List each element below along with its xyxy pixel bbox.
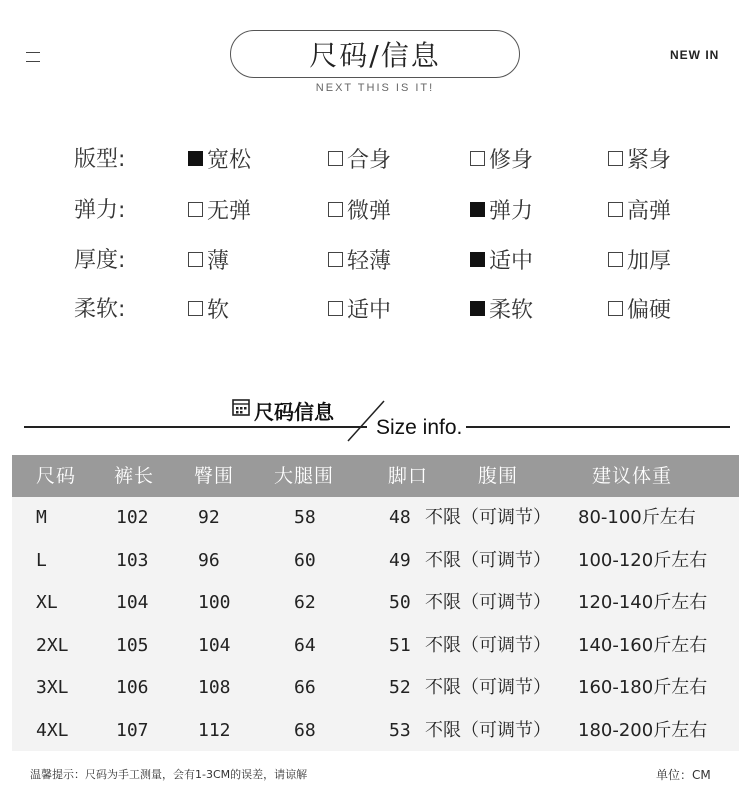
table-row: [12, 497, 739, 539]
checked-box-icon: [188, 151, 203, 166]
unchecked-box-icon: [328, 151, 343, 166]
attribute-option: [188, 292, 229, 324]
table-cell: 102: [116, 507, 149, 528]
attribute-option: [188, 193, 251, 225]
table-cell: 80-100斤左右: [578, 507, 696, 528]
table-row: [12, 540, 739, 582]
attribute-row: [0, 193, 750, 227]
table-row: [12, 710, 739, 752]
table-cell: 160-180斤左右: [578, 677, 708, 698]
attribute-label: 版型:: [74, 147, 126, 172]
column-header: 腹围: [478, 465, 519, 487]
table-cell: 106: [116, 677, 149, 698]
table-cell: 112: [198, 719, 231, 741]
option-label: 紧身: [627, 147, 672, 173]
table-cell: 66: [294, 677, 316, 698]
table-cell: 62: [294, 592, 316, 613]
table-cell: 58: [294, 507, 316, 528]
table-cell: 48: [389, 507, 411, 528]
measurement-note: 温馨提示：尺码为手工测量，会有1-3CM的误差，请谅解: [30, 768, 308, 781]
checked-box-icon: [470, 252, 485, 267]
attribute-option: [328, 142, 391, 174]
table-row: [12, 582, 739, 624]
option-label: 轻薄: [347, 248, 392, 274]
table-cell: 52: [389, 677, 411, 698]
checked-box-icon: [470, 301, 485, 316]
table-cell: 不限（可调节）: [425, 507, 551, 528]
attribute-row: [0, 243, 750, 277]
unchecked-box-icon: [188, 202, 203, 217]
column-header: 建议体重: [592, 465, 673, 487]
table-cell: 92: [198, 507, 220, 528]
option-label: 弹力: [489, 198, 534, 224]
table-cell: 不限（可调节）: [425, 549, 551, 571]
table-cell: 4XL: [36, 719, 69, 741]
unchecked-box-icon: [608, 202, 623, 217]
table-row: [12, 667, 739, 709]
divider-left: [24, 426, 367, 428]
size-table: [12, 455, 739, 751]
attribute-option: [608, 292, 671, 324]
table-cell: 不限（可调节）: [425, 677, 551, 698]
attribute-row: [0, 142, 750, 176]
table-cell: 60: [294, 549, 316, 571]
table-cell: 108: [198, 677, 231, 698]
table-cell: 64: [294, 634, 316, 656]
new-in-badge: NEW IN: [670, 48, 720, 62]
unchecked-box-icon: [608, 301, 623, 316]
option-label: 适中: [347, 297, 392, 323]
table-cell: 103: [116, 549, 149, 571]
attribute-option: [470, 243, 533, 275]
attribute-option: [470, 193, 533, 225]
attribute-option: [608, 193, 671, 225]
attribute-option: [608, 142, 671, 174]
column-header: 脚口: [388, 465, 429, 487]
attribute-label: 弹力:: [74, 198, 126, 223]
table-cell: 96: [198, 549, 220, 571]
option-label: 宽松: [207, 147, 252, 173]
option-label: 薄: [207, 248, 230, 274]
unchecked-box-icon: [470, 151, 485, 166]
unchecked-box-icon: [328, 252, 343, 267]
table-cell: 49: [389, 549, 411, 571]
table-cell: XL: [36, 592, 58, 613]
unit-label: 单位：CM: [656, 768, 711, 782]
table-cell: 50: [389, 592, 411, 613]
attribute-option: [188, 142, 251, 174]
page-subtitle: NEXT THIS IS IT!: [315, 82, 435, 94]
unchecked-box-icon: [328, 301, 343, 316]
column-header: 臀围: [194, 465, 235, 487]
table-cell: 51: [389, 634, 411, 656]
unchecked-box-icon: [188, 252, 203, 267]
table-body: [12, 497, 739, 751]
unchecked-box-icon: [188, 301, 203, 316]
page-title: 尺码/信息: [230, 30, 520, 78]
checked-box-icon: [470, 202, 485, 217]
table-cell: 140-160斤左右: [578, 634, 708, 656]
attribute-option: [188, 243, 229, 275]
attribute-option: [328, 193, 391, 225]
table-cell: 107: [116, 719, 149, 741]
table-cell: 100-120斤左右: [578, 549, 708, 571]
table-cell: L: [36, 549, 47, 571]
option-label: 加厚: [627, 248, 672, 274]
menu-lines-icon: [26, 52, 40, 62]
calendar-icon: [232, 398, 250, 416]
unchecked-box-icon: [608, 252, 623, 267]
table-cell: 68: [294, 719, 316, 741]
option-label: 无弹: [207, 198, 252, 224]
unchecked-box-icon: [608, 151, 623, 166]
table-cell: 105: [116, 634, 149, 656]
column-header: 裤长: [114, 465, 155, 487]
table-header: [12, 455, 739, 497]
table-cell: 2XL: [36, 634, 69, 656]
option-label: 软: [207, 297, 230, 323]
column-header: 尺码: [36, 465, 77, 487]
section-title: 尺码信息: [254, 400, 334, 424]
section-title-en: Size info.: [376, 416, 463, 439]
attribute-option: [328, 292, 391, 324]
table-cell: 不限（可调节）: [425, 719, 551, 741]
attribute-option: [328, 243, 391, 275]
attribute-option: [470, 292, 533, 324]
option-label: 柔软: [489, 297, 534, 323]
divider-right: [466, 426, 730, 428]
table-row: [12, 625, 739, 667]
table-cell: 3XL: [36, 677, 69, 698]
option-label: 偏硬: [627, 297, 672, 323]
option-label: 修身: [489, 147, 534, 173]
table-cell: 100: [198, 592, 231, 613]
table-cell: 不限（可调节）: [425, 592, 551, 613]
attribute-option: [608, 243, 671, 275]
table-cell: 不限（可调节）: [425, 634, 551, 656]
option-label: 合身: [347, 147, 392, 173]
table-cell: 120-140斤左右: [578, 592, 708, 613]
option-label: 微弹: [347, 198, 392, 224]
attribute-label: 柔软:: [74, 297, 126, 322]
table-cell: 53: [389, 719, 411, 741]
table-cell: 180-200斤左右: [578, 719, 708, 741]
table-cell: 104: [198, 634, 231, 656]
column-header: 大腿围: [274, 465, 335, 487]
table-cell: 104: [116, 592, 149, 613]
attribute-option: [470, 142, 533, 174]
option-label: 高弹: [627, 198, 672, 224]
attribute-label: 厚度:: [74, 248, 126, 273]
table-cell: M: [36, 507, 47, 528]
unchecked-box-icon: [328, 202, 343, 217]
attribute-row: [0, 292, 750, 326]
option-label: 适中: [489, 248, 534, 274]
